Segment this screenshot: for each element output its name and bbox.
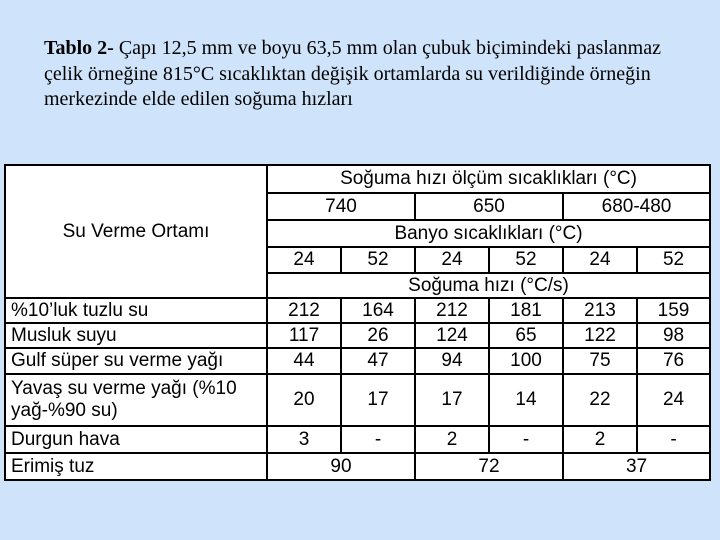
table-cell: 72	[415, 453, 563, 480]
table-cell: 212	[415, 298, 489, 323]
table-row	[5, 323, 710, 348]
table-cell: 24	[637, 374, 710, 426]
table-cell: 47	[341, 348, 415, 374]
table-cell: 14	[489, 374, 563, 426]
table-cell: 75	[563, 348, 637, 374]
table-cell: -	[489, 426, 563, 453]
table-cell: 2	[415, 426, 489, 453]
bath-temp: 24	[563, 247, 637, 273]
bath-temp: 52	[489, 247, 563, 273]
table-cell: 44	[267, 348, 341, 374]
row-label: Gulf süper su verme yağı	[5, 348, 267, 374]
table-cell: 26	[341, 323, 415, 348]
table-cell: 90	[267, 453, 415, 480]
table-cell: 124	[415, 323, 489, 348]
bath-temp: 24	[415, 247, 489, 273]
table-cell: 181	[489, 298, 563, 323]
table-cell: 76	[637, 348, 710, 374]
table-cell: 2	[563, 426, 637, 453]
cooling-rate-table	[4, 164, 709, 479]
table-cell: 17	[415, 374, 489, 426]
table-cell: 98	[637, 323, 710, 348]
table-row	[5, 453, 710, 480]
bath-temp: 52	[637, 247, 710, 273]
measurement-temp-650: 650	[415, 193, 563, 220]
rate-header: Soğuma hızı (°C/s)	[267, 273, 710, 298]
table-cell: 22	[563, 374, 637, 426]
measurement-temp-680-480: 680-480	[563, 193, 710, 220]
table-cell: 117	[267, 323, 341, 348]
measurement-temp-740: 740	[267, 193, 415, 220]
table-cell: -	[637, 426, 710, 453]
row-label: %10’luk tuzlu su	[5, 298, 267, 323]
table-cell: 17	[341, 374, 415, 426]
table-cell: 164	[341, 298, 415, 323]
row-label: Erimiş tuz	[5, 453, 267, 480]
table-cell: 37	[563, 453, 710, 480]
bath-temp: 24	[267, 247, 341, 273]
table-cell: 122	[563, 323, 637, 348]
table-caption	[44, 36, 684, 113]
table-row	[5, 298, 710, 323]
bath-header: Banyo sıcaklıkları (°C)	[267, 220, 710, 247]
table-cell: -	[341, 426, 415, 453]
measurement-header: Soğuma hızı ölçüm sıcaklıkları (°C)	[267, 165, 710, 193]
caption-label: Tablo 2-	[44, 37, 114, 59]
bath-temp: 52	[341, 247, 415, 273]
row-label: Durgun hava	[5, 426, 267, 453]
table-cell: 3	[267, 426, 341, 453]
corner-label: Su Verme Ortamı	[5, 165, 267, 298]
table-cell: 20	[267, 374, 341, 426]
table-cell: 213	[563, 298, 637, 323]
table-row	[5, 374, 710, 426]
table-cell: 100	[489, 348, 563, 374]
row-label: Musluk suyu	[5, 323, 267, 348]
table-cell: 94	[415, 348, 489, 374]
table-row	[5, 426, 710, 453]
table-row	[5, 348, 710, 374]
caption-text: Çapı 12,5 mm ve boyu 63,5 mm olan çubuk biçimindeki paslanmaz çelik örneğine 815°C sıcaklıktan değişik ortamlarda su verildiğinde örneğin merkezinde elde edilen soğuma hızları	[44, 37, 661, 110]
table-cell: 212	[267, 298, 341, 323]
table-cell: 65	[489, 323, 563, 348]
row-label: Yavaş su verme yağı (%10 yağ-%90 su)	[5, 374, 267, 426]
table-cell: 159	[637, 298, 710, 323]
